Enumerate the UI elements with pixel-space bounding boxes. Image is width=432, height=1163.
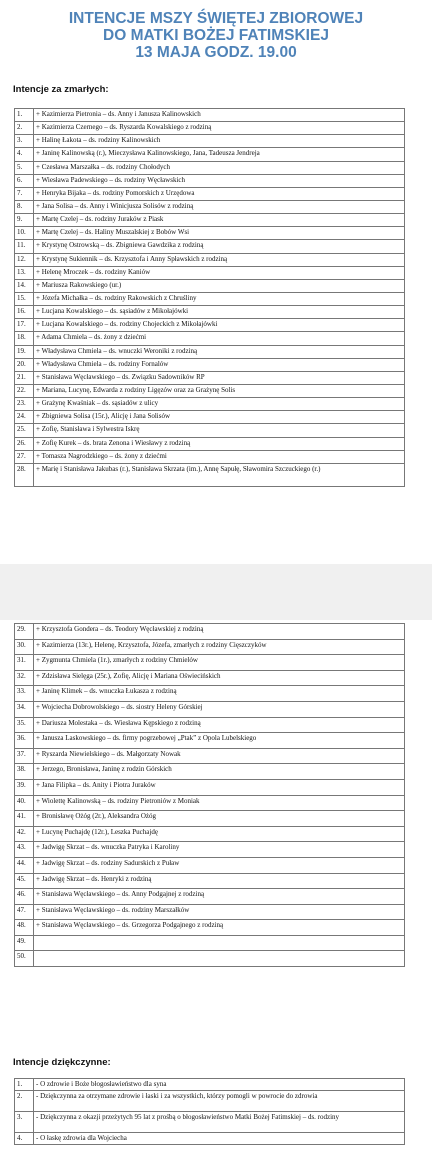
row-number: 43. <box>15 842 34 858</box>
deceased-intentions-table-1 <box>14 108 405 487</box>
table-row <box>15 161 405 174</box>
table-row <box>15 450 405 463</box>
table-row <box>15 214 405 227</box>
intention-text: + Jerzego, Bronisława, Janinę z rodzin Górskich <box>34 764 405 780</box>
intention-text: + Stanisława Węcławskiego – ds. Grzegorza Podgajnego z rodziną <box>34 920 405 936</box>
row-number: 17. <box>15 319 34 332</box>
intention-text: + Kazimierza (13r.), Helenę, Krzysztofa, Józefa, zmarłych z rodziny Cięszczyków <box>34 639 405 655</box>
row-number: 14. <box>15 279 34 292</box>
row-number: 9. <box>15 214 34 227</box>
row-number: 42. <box>15 826 34 842</box>
row-number: 4. <box>15 148 34 161</box>
table-row <box>15 904 405 920</box>
intention-text: + Lucynę Puchajdę (12r.), Leszka Puchajdę <box>34 826 405 842</box>
intention-text: - Dziękczynna z okazji przeżytych 95 lat z prośbą o błogosławieństwo Matki Bożej Fatimskiej – ds. rodziny <box>34 1112 405 1133</box>
intention-text: + Lucjana Kowalskiego – ds. rodziny Chojeckich z Mikołajówki <box>34 319 405 332</box>
row-number: 30. <box>15 639 34 655</box>
table-row <box>15 935 405 951</box>
title-line-1: INTENCJE MSZY ŚWIĘTEJ ZBIOROWEJ <box>68 10 364 27</box>
table-row <box>15 187 405 200</box>
table-row <box>15 398 405 411</box>
table-row <box>15 424 405 437</box>
intention-text: + Lucjana Kowalskiego – ds. sąsiadów z Mikołajówki <box>34 306 405 319</box>
intention-text: + Krzysztofa Gondera – ds. Teodory Węcławskiej z rodziną <box>34 624 405 640</box>
row-number: 1. <box>15 1079 34 1091</box>
row-number: 48. <box>15 920 34 936</box>
table-row <box>15 686 405 702</box>
table-row <box>15 358 405 371</box>
row-number: 10. <box>15 227 34 240</box>
row-number: 6. <box>15 174 34 187</box>
intention-text: + Krystynę Sukiennik – ds. Krzysztofa i Anny Spławskich z rodziną <box>34 253 405 266</box>
row-number: 35. <box>15 717 34 733</box>
table-row <box>15 826 405 842</box>
row-number: 2. <box>15 122 34 135</box>
row-number: 8. <box>15 200 34 213</box>
intention-text: + Janinę Klimek – ds. wnuczka Łukasza z rodziną <box>34 686 405 702</box>
row-number: 41. <box>15 811 34 827</box>
intention-text: + Zofię Kurek – ds. brata Zenona i Wiesławy z rodziną <box>34 437 405 450</box>
row-number: 45. <box>15 873 34 889</box>
table-row <box>15 624 405 640</box>
row-number: 47. <box>15 904 34 920</box>
row-number: 38. <box>15 764 34 780</box>
table-row <box>15 748 405 764</box>
row-number: 7. <box>15 187 34 200</box>
table-row <box>15 200 405 213</box>
intention-text: + Mariana, Lucynę, Edwarda z rodziny Ligęzów oraz za Grażynę Solis <box>34 384 405 397</box>
table-row <box>15 437 405 450</box>
row-number: 4. <box>15 1133 34 1145</box>
table-row <box>15 795 405 811</box>
intention-text: + Stanisława Węcławskiego – ds. Anny Podgajnej z rodziną <box>34 889 405 905</box>
table-row <box>15 384 405 397</box>
intention-text: - Dziękczynna za otrzymane zdrowie i łaski i za wszystkich, którzy pomogli w powrocie do zdrowia <box>34 1091 405 1112</box>
row-number: 31. <box>15 655 34 671</box>
table-row <box>15 701 405 717</box>
intention-text: + Władysława Chmiela – ds. wnuczki Weroniki z rodziną <box>34 345 405 358</box>
row-number: 33. <box>15 686 34 702</box>
table-row <box>15 733 405 749</box>
table-row <box>15 951 405 967</box>
table-row <box>15 670 405 686</box>
intention-text: + Wojciecha Dobrowolskiego – ds. siostry Heleny Górskiej <box>34 701 405 717</box>
table-row <box>15 306 405 319</box>
table-row <box>15 279 405 292</box>
row-number: 5. <box>15 161 34 174</box>
intention-text: + Zygmunta Chmiela (1r.), zmarłych z rodziny Chmielów <box>34 655 405 671</box>
intention-text: + Jadwigę Skrzat – ds. rodziny Sadurskich z Puław <box>34 857 405 873</box>
row-number: 12. <box>15 253 34 266</box>
intention-text: + Kazimierza Czernego – ds. Ryszarda Kowalskiego z rodziną <box>34 122 405 135</box>
intention-text: + Czesława Marszałka – ds. rodziny Chołodych <box>34 161 405 174</box>
row-number: 22. <box>15 384 34 397</box>
row-number: 16. <box>15 306 34 319</box>
page-break-gap <box>0 564 432 620</box>
table-row <box>15 345 405 358</box>
intention-text <box>34 935 405 951</box>
table-row <box>15 920 405 936</box>
table-row <box>15 371 405 384</box>
table-row <box>15 873 405 889</box>
intention-text: + Krystynę Ostrowską – ds. Zbigniewa Gawdzika z rodziną <box>34 240 405 253</box>
intention-text: + Dariusza Molestaka – ds. Wiesława Kępskiego z rodziną <box>34 717 405 733</box>
intention-text: + Wiolettę Kalinowską – ds. rodziny Pietroniów z Moniak <box>34 795 405 811</box>
title-line-2: DO MATKI BOŻEJ FATIMSKIEJ <box>103 27 329 44</box>
intention-text: + Kazimierza Pietronia – ds. Anny i Janusza Kalinowskich <box>34 109 405 122</box>
section-heading-deceased: Intencje za zmarłych: <box>13 84 109 95</box>
row-number: 46. <box>15 889 34 905</box>
table-row <box>15 411 405 424</box>
intention-text: - O zdrowie i Boże błogosławieństwo dla syna <box>34 1079 405 1091</box>
intention-text: + Jana Filipka – ds. Anity i Piotra Juraków <box>34 779 405 795</box>
table-row <box>15 857 405 873</box>
row-number: 25. <box>15 424 34 437</box>
table-row <box>15 109 405 122</box>
table-row <box>15 717 405 733</box>
row-number: 13. <box>15 266 34 279</box>
title-line-3: 13 MAJA GODZ. 19.00 <box>135 44 297 61</box>
intention-text: + Janusza Laskowskiego – ds. firmy pogrzebowej „Ptak” z Opola Lubelskiego <box>34 733 405 749</box>
table-row <box>15 174 405 187</box>
table-row <box>15 253 405 266</box>
intention-text: + Ryszarda Niewielskiego – ds. Małgorzaty Nowak <box>34 748 405 764</box>
intention-text: + Bronisławę Ożóg (2r.), Aleksandra Ożóg <box>34 811 405 827</box>
intention-text <box>34 951 405 967</box>
table-row <box>15 779 405 795</box>
row-number: 11. <box>15 240 34 253</box>
row-number: 2. <box>15 1091 34 1112</box>
table-row <box>15 332 405 345</box>
table-row <box>15 639 405 655</box>
intention-text: + Zofię, Stanisława i Sylwestra Iskrę <box>34 424 405 437</box>
table-row <box>15 1112 405 1133</box>
row-number: 29. <box>15 624 34 640</box>
table-row <box>15 1079 405 1091</box>
intention-text: + Józefa Michałka – ds. rodziny Rakowskich z Chruśliny <box>34 292 405 305</box>
row-number: 3. <box>15 1112 34 1133</box>
intention-text: - O łaskę zdrowia dla Wojciecha <box>34 1133 405 1145</box>
intention-text: + Helenę Mroczek – ds. rodziny Kaniów <box>34 266 405 279</box>
table-row <box>15 122 405 135</box>
table-row <box>15 463 405 486</box>
intention-text: + Adama Chmiela – ds. żony z dziećmi <box>34 332 405 345</box>
table-row <box>15 227 405 240</box>
table-row <box>15 1091 405 1112</box>
intention-text: + Jadwigę Skrzat – ds. wnuczka Patryka i Karoliny <box>34 842 405 858</box>
page-title <box>0 10 432 61</box>
row-number: 19. <box>15 345 34 358</box>
row-number: 32. <box>15 670 34 686</box>
row-number: 20. <box>15 358 34 371</box>
intention-text: + Henryka Bijaka – ds. rodziny Pomorskich z Urzędowa <box>34 187 405 200</box>
row-number: 27. <box>15 450 34 463</box>
intention-text: + Tomasza Nagrodzkiego – ds. żony z dziećmi <box>34 450 405 463</box>
intention-text: + Mariusza Rakowskiego (ur.) <box>34 279 405 292</box>
intention-text: + Janinę Kalinowską (r.), Mieczysława Kalinowskiego, Jana, Tadeusza Jendreja <box>34 148 405 161</box>
intention-text: + Martę Czelej – ds. rodziny Juraków z Piask <box>34 214 405 227</box>
table-row <box>15 135 405 148</box>
row-number: 26. <box>15 437 34 450</box>
row-number: 34. <box>15 701 34 717</box>
table-row <box>15 889 405 905</box>
row-number: 23. <box>15 398 34 411</box>
table-row <box>15 811 405 827</box>
table-row <box>15 240 405 253</box>
table-row <box>15 655 405 671</box>
row-number: 44. <box>15 857 34 873</box>
table-row <box>15 764 405 780</box>
intention-text: + Władysława Chmiela – ds. rodziny Fornalów <box>34 358 405 371</box>
intention-text: + Zdzisława Sielęga (25r.), Zofię, Alicję i Mariana Oświecińskich <box>34 670 405 686</box>
row-number: 28. <box>15 463 34 486</box>
intention-text: + Martę Czelej – ds. Haliny Muszalskiej z Bobów Wsi <box>34 227 405 240</box>
intention-text: + Marię i Stanisława Jakubas (r.), Stanisława Skrzata (im.), Annę Sapułę, Sławomira Szczuckiego (r.) <box>34 463 405 486</box>
intention-text: + Zbigniewa Solisa (15r.), Alicję i Jana Solisów <box>34 411 405 424</box>
row-number: 39. <box>15 779 34 795</box>
intention-text: + Wiesława Padewskiego – ds. rodziny Węcławskich <box>34 174 405 187</box>
deceased-intentions-table-2 <box>14 623 405 967</box>
table-row <box>15 319 405 332</box>
section-heading-thanks: Intencje dziękczynne: <box>13 1057 111 1068</box>
intention-text: + Jadwigę Skrzat – ds. Henryki z rodziną <box>34 873 405 889</box>
table-row <box>15 266 405 279</box>
intention-text: + Jana Solisa – ds. Anny i Winicjusza Solisów z rodziną <box>34 200 405 213</box>
table-row <box>15 148 405 161</box>
intention-text: + Grażynę Kwaśniak – ds. sąsiadów z ulicy <box>34 398 405 411</box>
intention-text: + Stanisława Węcławskiego – ds. Związku Sadowników RP <box>34 371 405 384</box>
row-number: 50. <box>15 951 34 967</box>
row-number: 3. <box>15 135 34 148</box>
table-row <box>15 292 405 305</box>
intention-text: + Halinę Łakota – ds. rodziny Kalinowskich <box>34 135 405 148</box>
row-number: 40. <box>15 795 34 811</box>
table-row <box>15 1133 405 1145</box>
row-number: 21. <box>15 371 34 384</box>
intention-text: + Stanisława Węcławskiego – ds. rodziny Marszałków <box>34 904 405 920</box>
row-number: 49. <box>15 935 34 951</box>
row-number: 24. <box>15 411 34 424</box>
thanksgiving-intentions-table <box>14 1078 405 1145</box>
row-number: 18. <box>15 332 34 345</box>
row-number: 37. <box>15 748 34 764</box>
table-row <box>15 842 405 858</box>
row-number: 15. <box>15 292 34 305</box>
row-number: 1. <box>15 109 34 122</box>
row-number: 36. <box>15 733 34 749</box>
